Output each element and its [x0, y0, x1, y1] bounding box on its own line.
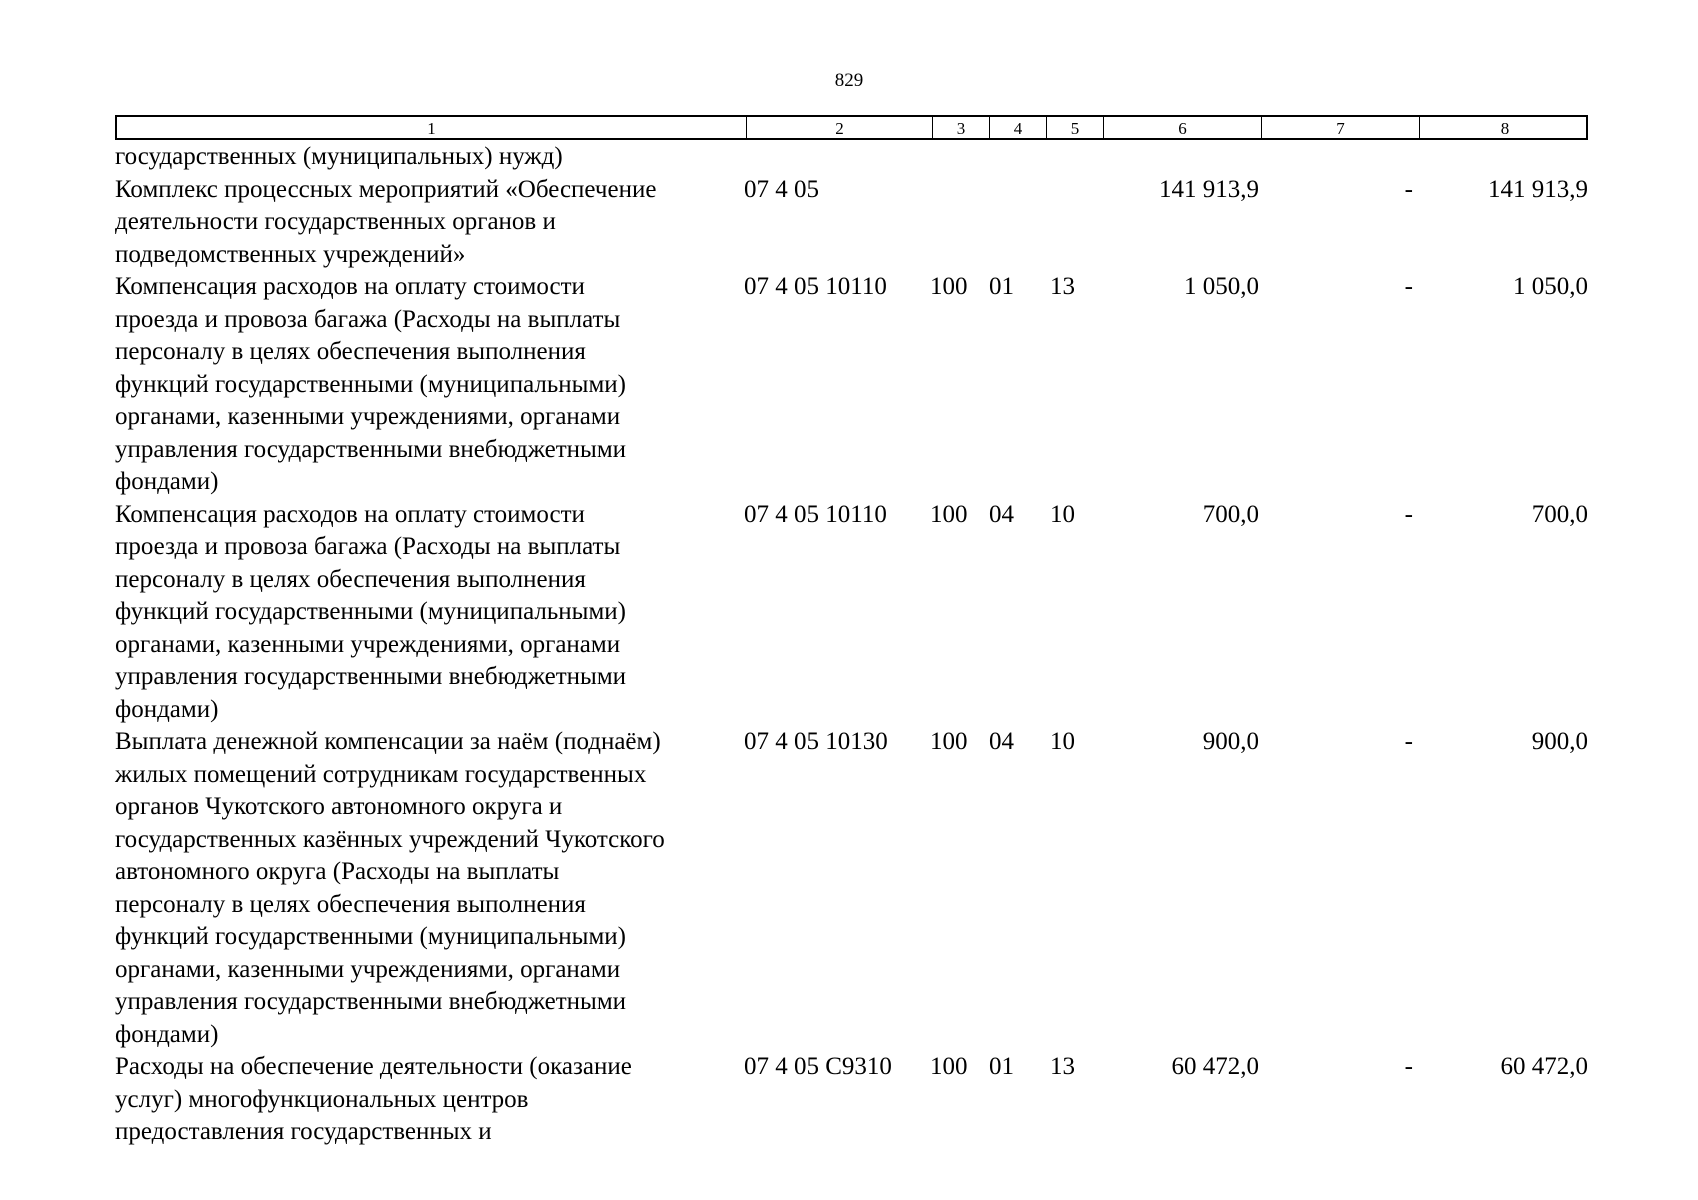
table-row — [115, 174, 1588, 272]
column-header-7: 7 — [1261, 117, 1419, 140]
row-col4 — [987, 141, 1044, 174]
row-col7: - — [1404, 273, 1413, 300]
row-description: Компенсация расходов на оплату стоимости проезда и провоза багажа (Расходы на выплаты персоналу в целях обеспечения выполнения функций государственными (муниципальными) органами, казенными учреждениями, органами управления государственными внебюджетными фондами) — [115, 500, 627, 723]
row-code: 07 4 05 — [744, 175, 819, 203]
table-row — [115, 141, 1588, 174]
table-row — [115, 726, 1588, 1051]
row-col3: 100 — [930, 1053, 968, 1080]
table-header-row — [115, 115, 1588, 140]
row-col6: 700,0 — [1202, 500, 1259, 528]
row-col8: 1 050,0 — [1513, 273, 1588, 300]
row-col8: 700,0 — [1531, 500, 1588, 528]
row-description: государственных (муниципальных) нужд) — [115, 143, 563, 170]
row-code: 07 4 05 10130 — [744, 728, 888, 755]
row-code: 07 4 05 10110 — [744, 273, 887, 300]
row-code: 07 4 05 10110 — [744, 500, 887, 528]
row-col4: 01 — [989, 273, 1014, 300]
row-col7: - — [1404, 500, 1413, 528]
row-col4: 04 — [989, 500, 1014, 528]
row-col3 — [930, 174, 987, 272]
row-col7: - — [1404, 728, 1413, 755]
row-description: Расходы на обеспечение деятельности (оказание услуг) многофункциональных центров предоставления государственных и — [115, 1053, 632, 1145]
row-col7: - — [1404, 175, 1413, 203]
row-col4: 01 — [989, 1053, 1014, 1080]
row-col8: 141 913,9 — [1488, 175, 1588, 203]
row-col6: 141 913,9 — [1159, 175, 1259, 203]
row-col4: 04 — [989, 728, 1014, 755]
row-col5 — [1044, 141, 1101, 174]
row-code — [744, 141, 930, 174]
row-col5: 10 — [1050, 500, 1075, 528]
row-col6 — [1101, 141, 1259, 174]
row-col6: 60 472,0 — [1171, 1053, 1259, 1080]
row-col7 — [1259, 141, 1417, 174]
row-description: Выплата денежной компенсации за наём (поднаём) жилых помещений сотрудникам государственных органов Чукотского автономного округа и государственных казённых учреждений Чукотского автономного округа (Расходы на выплаты персоналу в целях обеспечения выполнения функций государственными (муниципальными) органами, казенными учреждениями, органами управления государственными внебюджетными фондами) — [115, 728, 665, 1048]
column-header-5: 5 — [1046, 117, 1103, 140]
table-row — [115, 271, 1588, 499]
row-col5: 13 — [1050, 1053, 1075, 1080]
row-col3: 100 — [930, 728, 968, 755]
column-header-2: 2 — [746, 117, 932, 140]
row-col4 — [987, 174, 1044, 272]
column-header-3: 3 — [932, 117, 989, 140]
column-header-6: 6 — [1103, 117, 1261, 140]
row-col3: 100 — [930, 273, 968, 300]
row-col5: 10 — [1050, 728, 1075, 755]
table-row — [115, 499, 1588, 727]
column-header-4: 4 — [989, 117, 1046, 140]
row-col7: - — [1404, 1053, 1413, 1080]
row-code: 07 4 05 С9310 — [744, 1053, 892, 1080]
row-col3: 100 — [930, 500, 968, 528]
row-col5 — [1044, 174, 1101, 272]
row-description: Комплекс процессных мероприятий «Обеспечение деятельности государственных органов и подведомственных учреждений» — [115, 175, 657, 268]
column-header-8: 8 — [1419, 117, 1590, 140]
table-row — [115, 1051, 1588, 1149]
row-col6: 1 050,0 — [1184, 273, 1259, 300]
row-col5: 13 — [1050, 273, 1075, 300]
page-number: 829 — [834, 70, 864, 91]
row-col8: 900,0 — [1531, 728, 1588, 755]
row-col8: 60 472,0 — [1500, 1053, 1588, 1080]
row-col6: 900,0 — [1202, 728, 1259, 755]
column-header-1: 1 — [427, 119, 436, 138]
table-body — [115, 141, 1588, 1149]
row-col3 — [930, 141, 987, 174]
row-col8 — [1417, 141, 1588, 174]
row-description: Компенсация расходов на оплату стоимости проезда и провоза багажа (Расходы на выплаты персоналу в целях обеспечения выполнения функций государственными (муниципальными) органами, казенными учреждениями, органами управления государственными внебюджетными фондами) — [115, 273, 627, 495]
